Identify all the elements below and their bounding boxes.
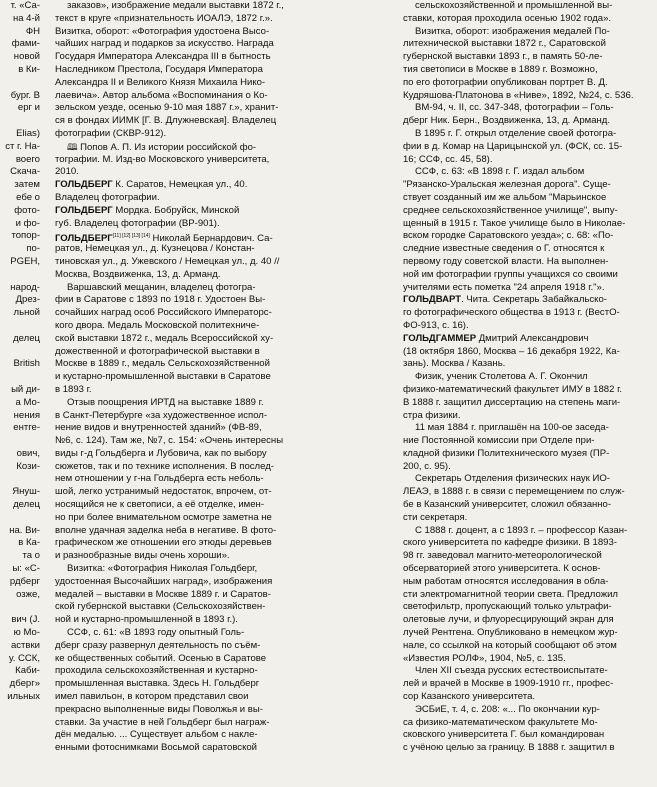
text-line: среднее сельскохозяйственное училище", выпу- bbox=[403, 204, 618, 216]
left-fragment-line: в Ки- bbox=[18, 63, 40, 75]
text-line: тиновская ул., д. Ужевского / Немецкая ул., д. 40 // bbox=[55, 255, 280, 267]
paragraph bbox=[403, 166, 652, 294]
text-line bbox=[55, 230, 308, 243]
text-line: текст в круге «признательность ИОАЛЭ, 1872 г.». bbox=[55, 12, 273, 24]
text-line: ным работам относятся исследования в обла- bbox=[403, 575, 609, 587]
text-line: ной им фотографии группы учащихся со своими bbox=[403, 268, 618, 280]
text-line: ратов, Немецкая ул., д. Кузнецова / Констан- bbox=[55, 243, 255, 255]
text-line: светофильтр, пропускающий только ультрафи- bbox=[403, 601, 612, 613]
text-line: с учёною целью за границу. В 1888 г. защитил в bbox=[403, 742, 615, 754]
left-fragment-line: ст г. На- bbox=[5, 140, 40, 152]
left-fragment-line: ы: «С- bbox=[12, 563, 40, 575]
text-line: 98 гг. заведовал магнито-метеорологической bbox=[403, 550, 602, 562]
entry-surname: ГОЛЬДБЕРГ bbox=[55, 179, 113, 191]
entry-text: Мордка. Бобруйск, Минской bbox=[112, 204, 240, 216]
left-fragment-line: рдберг bbox=[9, 575, 40, 587]
text-line: учителями есть пометка "24 апреля 1918 г."». bbox=[403, 281, 605, 293]
reference-text: Попов А. П. Из истории российской фо- bbox=[80, 141, 257, 153]
text-line: Физик, ученик Столетова А. Г. Окончил bbox=[415, 371, 588, 383]
text-line: проходила сельскохозяйственная и кустарно- bbox=[55, 665, 258, 677]
text-line: заказов», изображение медали выставки 1872 г., bbox=[67, 0, 284, 11]
text-line: вполне удачная заделка неба в негативе. В фото- bbox=[55, 524, 277, 536]
text-line: стра физики. bbox=[403, 409, 461, 421]
text-line: сельскохозяйственной и промышленной вы- bbox=[415, 0, 613, 11]
left-fragment-line: ебе о bbox=[16, 191, 40, 203]
left-fragment-line bbox=[0, 435, 40, 448]
text-line: по его фотографии опубликован портрет В. Д. bbox=[403, 76, 608, 88]
text-line: зельском уезде, осенью 9-10 мая 1887 г.», хранит- bbox=[55, 102, 279, 114]
paragraph bbox=[55, 397, 308, 563]
left-fragment-line: а Мо- bbox=[15, 396, 40, 408]
left-fragment-line: PGEH, bbox=[10, 255, 40, 267]
entry-text: К. Саратов, Немецкая ул., 40. bbox=[112, 179, 248, 191]
book-icon: 🕮 bbox=[67, 141, 81, 152]
paragraph bbox=[403, 665, 652, 703]
paragraph bbox=[403, 704, 652, 755]
paragraph bbox=[403, 128, 652, 166]
text-line: ной и кустарно-промышленной в 1893 г.). bbox=[55, 614, 238, 626]
left-fragment-line: делец bbox=[13, 332, 40, 344]
right-column bbox=[403, 0, 652, 755]
text-line: (18 октября 1860, Москва – 16 декабря 1922, Ка- bbox=[403, 345, 620, 357]
text-line: Москве в 1889 г., медаль Сельскохозяйственной bbox=[55, 358, 270, 370]
text-line: литехнической выставки 1872 г., Саратовской bbox=[403, 38, 606, 50]
left-column-fragments bbox=[0, 0, 40, 704]
text-line: олетовые лучи, и флуоресцирующий экран для bbox=[403, 614, 614, 626]
text-line: зань). Москва / Казань. bbox=[403, 358, 506, 370]
text-line: нале, со ссылкой на который сообщают об этом bbox=[403, 639, 617, 651]
text-line: ФО-913, с. 16). bbox=[403, 319, 469, 331]
text-line: Кудряшова-Платонова в «Ниве», 1892, №24, с. 536. bbox=[403, 89, 634, 101]
paragraph bbox=[403, 525, 652, 666]
left-fragment-line: British bbox=[13, 358, 40, 370]
left-fragment-line bbox=[0, 269, 40, 282]
paragraph bbox=[403, 371, 652, 422]
left-fragment-line bbox=[0, 473, 40, 486]
left-fragment-line: Дрез- bbox=[15, 294, 40, 306]
left-fragment-line bbox=[0, 115, 40, 128]
left-fragment-line: затем bbox=[14, 179, 40, 191]
paragraph bbox=[403, 473, 652, 524]
left-fragment-line: Каби- bbox=[15, 665, 40, 677]
left-fragment-line: та о bbox=[22, 550, 40, 562]
left-fragment-line: новой bbox=[13, 51, 40, 63]
text-line: Варшавский мещанин, владелец фотогра- bbox=[67, 281, 256, 293]
text-line: Отзыв поощрения ИРТД на выставке 1889 г. bbox=[67, 396, 264, 408]
text-line: Член XII съезда русских естествоиспытате- bbox=[415, 665, 608, 677]
left-fragment-line bbox=[0, 512, 40, 525]
text-line: виды г-д Гольдберга и Лубовича, как по выбору bbox=[55, 447, 267, 459]
entry-text: Дмитрий Александрович bbox=[476, 332, 589, 344]
text-line: дберг сразу развернул деятельность по съём- bbox=[55, 639, 261, 651]
text-line: ЭСБиЕ, т. 4, с. 208: «... По окончании кур- bbox=[415, 703, 600, 715]
text-line: и кустарно-промышленной выставки в Саратове bbox=[55, 371, 271, 383]
text-line: В 1888 г. защитил диссертацию на степень маги- bbox=[403, 396, 621, 408]
entry-text: Николай Бернардович. Са- bbox=[149, 233, 273, 244]
text-line: удостоенная Высочайших наград», изображения bbox=[55, 575, 273, 587]
left-fragment-line bbox=[0, 601, 40, 614]
left-fragment-line: Скача- bbox=[10, 166, 40, 178]
text-line: Государя Императора Александра III в бытность bbox=[55, 51, 271, 63]
entry-text: . Чита. Секретарь Забайкальско- bbox=[461, 294, 607, 306]
text-line: чайших наград и подарков за искусство. Награда bbox=[55, 38, 274, 50]
text-line: Александра II и Великого Князя Михаила Нико- bbox=[55, 76, 266, 88]
text-line: 16; ССФ, сс. 45, 58). bbox=[403, 153, 493, 165]
text-line: дберг Ник. Берн., Воздвиженка, 13, д. Арманд. bbox=[403, 115, 611, 127]
entry-block bbox=[55, 230, 308, 281]
left-fragment-line: народ- bbox=[10, 281, 40, 293]
text-line: сор Казанского университета. bbox=[403, 691, 536, 703]
text-line bbox=[403, 333, 652, 346]
left-fragment-line: ю Мо- bbox=[13, 627, 40, 639]
text-line: 2010. bbox=[55, 166, 79, 178]
paragraph bbox=[403, 422, 652, 473]
entry-surname: ГОЛЬДБЕРГ bbox=[55, 233, 113, 244]
left-fragment-line: на. Ви- bbox=[9, 524, 40, 536]
left-fragment-line: на 4-й bbox=[12, 12, 40, 24]
text-line: носящийся не к светописи, а её отделке, имен- bbox=[55, 499, 265, 511]
left-fragment-line: Кози- bbox=[16, 460, 40, 472]
text-line: тия светописи в Москве в 1889 г. Возможно, bbox=[403, 63, 598, 75]
entry-surname: ГОЛЬДБЕРГ bbox=[55, 204, 113, 216]
footnote-marks: [11] [12] [13] [14] bbox=[112, 233, 150, 240]
text-line: имел павильон, в котором представил свои bbox=[55, 691, 249, 703]
paragraph bbox=[55, 627, 308, 755]
text-line: ся в фондах ИИМК [Г. В. Длужневская]. Владелец bbox=[55, 115, 277, 127]
text-line: медалей – выставки в Москве 1889 г. и Саратов- bbox=[55, 588, 271, 600]
left-fragment-line: озже, bbox=[16, 588, 40, 600]
text-line: го фотографического общества в 1913 г. (ВестО- bbox=[403, 307, 620, 319]
paragraph bbox=[55, 563, 308, 627]
text-line: 11 мая 1884 г. приглашён на 100-ое заседа- bbox=[415, 422, 609, 434]
text-line: щенный в 1915 г. Такое училище было в Николае- bbox=[403, 217, 626, 229]
text-line: Наследником Престола, Государя Императора bbox=[55, 63, 263, 75]
text-line: Владелец фотографии. bbox=[55, 191, 160, 203]
text-line: ского университета по кафедре физики. В 1893- bbox=[403, 537, 617, 549]
text-line: лей и врачей в Москве в 1909-1910 гг., профес- bbox=[403, 678, 614, 690]
text-line: С 1888 г. доцент, а с 1893 г. – профессор Казан- bbox=[415, 524, 628, 536]
text-line: ЛЕАЭ, в 1888 г. в связи с перемещением по служ- bbox=[403, 486, 625, 498]
text-line: Секретарь Отделения физических наук ИО- bbox=[415, 473, 610, 485]
text-line: «Известия РОЛФ», 1904, №5, с. 135. bbox=[403, 652, 566, 664]
reference-block bbox=[55, 141, 308, 179]
entry-block bbox=[55, 205, 308, 231]
paragraph bbox=[55, 0, 308, 141]
text-line: первому году советской власти. На выполнен- bbox=[403, 255, 609, 267]
left-fragment-line: аствки bbox=[10, 639, 40, 651]
text-line: Москва, Воздвиженка, 13, д. Арманд. bbox=[55, 268, 221, 280]
left-fragment-line: льной bbox=[13, 307, 40, 319]
left-fragment-line: фами- bbox=[11, 38, 40, 50]
text-line: фии в Саратове с 1893 по 1918 г. Удостоен Вы- bbox=[55, 294, 266, 306]
text-line: бе в Казанский университет, сложил обязанно- bbox=[403, 499, 612, 511]
left-fragment-line: у. ССК, bbox=[8, 652, 40, 664]
text-line: №6, с. 124). Там же, №7, с. 154: «Очень интересны bbox=[55, 435, 284, 447]
text-line: графическом же отношении его этюды деревьев bbox=[55, 537, 272, 549]
left-fragment-line: воего bbox=[15, 153, 40, 165]
left-fragment-line: делец bbox=[13, 499, 40, 511]
text-line: губернской выставки 1893 г., в память 50-ле- bbox=[403, 51, 603, 63]
paragraph bbox=[55, 282, 308, 397]
entry-surname: ГОЛЬДГАММЕР bbox=[403, 332, 477, 344]
left-fragment-line: ФН bbox=[25, 25, 40, 37]
text-line: физико-математический факультет ИМУ в 1882 г. bbox=[403, 383, 623, 395]
text-line: са физико-математическом факультете Мо- bbox=[403, 716, 598, 728]
left-fragment-line: Януш- bbox=[12, 486, 40, 498]
text-line: "Рязанско-Уральская железная дорога". Суще- bbox=[403, 179, 611, 191]
text-line bbox=[55, 179, 308, 192]
text-line: сюжетов, так и по технике исполнения. В послед- bbox=[55, 460, 274, 472]
text-line: ставки, которая проходила осенью 1902 года». bbox=[403, 12, 612, 24]
text-line: ВМ-94, ч. II, сс. 347-348, фотографии – Голь- bbox=[415, 102, 614, 114]
text-line: губ. Владелец фотографии (ВР-901). bbox=[55, 217, 220, 229]
left-fragment-line: Elias) bbox=[16, 127, 40, 139]
left-fragment-line: в Ка- bbox=[18, 537, 40, 549]
left-fragment-line bbox=[0, 371, 40, 384]
entry-block bbox=[403, 294, 652, 332]
text-line: Визитка, оборот: изображения медалей По- bbox=[415, 25, 610, 37]
left-fragment-line bbox=[0, 320, 40, 333]
text-line bbox=[55, 141, 308, 154]
text-line: фии в д. Комар на Царицынской ул. (ФСК, сс. 15- bbox=[403, 140, 623, 152]
entry-block bbox=[55, 179, 308, 205]
text-line: в Санкт-Петербурге «за художественное испол- bbox=[55, 409, 268, 421]
text-line: обсерваторией этого университета. К основ- bbox=[403, 563, 601, 575]
text-line: ССФ, с. 63: «В 1898 г. Г. издал альбом bbox=[415, 166, 585, 178]
text-line: кого двора. Медаль Московской политехниче- bbox=[55, 319, 260, 331]
text-line bbox=[403, 294, 652, 307]
left-fragment-line bbox=[0, 346, 40, 359]
left-fragment-line: ильных bbox=[7, 691, 40, 703]
text-line: сти электромагнитной теории света. Предложил bbox=[403, 588, 618, 600]
left-fragment-line: по- bbox=[26, 243, 40, 255]
middle-column bbox=[55, 0, 308, 755]
text-line: ние Постоянной комиссии при Отделе при- bbox=[403, 435, 595, 447]
left-fragment-line: ерг и bbox=[17, 102, 40, 114]
text-line: промышленная выставка. Здесь Н. Гольдберг bbox=[55, 678, 260, 690]
text-line: ССФ, с. 61: «В 1893 году опытный Голь- bbox=[67, 627, 245, 639]
text-line: Визитка, оборот: «Фотография удостоена Высо- bbox=[55, 25, 270, 37]
text-line: сковского университета Г. был командирован bbox=[403, 729, 605, 741]
left-fragment-line bbox=[0, 77, 40, 90]
text-line: вском городке Саратовского уезда»; с. 68: «По- bbox=[403, 230, 614, 242]
text-line: ской выставки 1872 г., медаль Всероссийской ху- bbox=[55, 332, 274, 344]
text-line: шой, легко устранимый недостаток, впрочем, от- bbox=[55, 486, 272, 498]
left-fragment-line: вич (J. bbox=[11, 614, 40, 626]
text-line: тографии. М. Изд-во Московского университета, bbox=[55, 153, 270, 165]
left-fragment-line: фото- bbox=[14, 204, 40, 216]
left-fragment-line: бург. В bbox=[10, 89, 40, 101]
text-line: сочайших наград особ Российского Императорс- bbox=[55, 307, 272, 319]
text-line: ке общественных событий. Осенью в Саратове bbox=[55, 652, 267, 664]
text-line: но при более внимательном осмотре заметна не bbox=[55, 511, 272, 523]
left-fragment-line: нения bbox=[13, 409, 40, 421]
text-line: прекрасно выполненные виды Поволжья и вы- bbox=[55, 703, 263, 715]
text-line: в 1893 г. bbox=[55, 383, 92, 395]
text-line: сти секретаря. bbox=[403, 511, 468, 523]
text-line: лаевича». Автор альбома «Воспоминания о Ко- bbox=[55, 89, 268, 101]
left-fragment-line: ович, bbox=[16, 447, 40, 459]
left-fragment-line: дберг» bbox=[9, 678, 40, 690]
text-line: В 1895 г. Г. открыл отделение своей фотогра- bbox=[415, 127, 617, 139]
paragraph bbox=[403, 26, 652, 103]
text-line: дожественной и фотографической выставки в bbox=[55, 345, 260, 357]
text-line: следние известные сведения о Г. относятся к bbox=[403, 243, 605, 255]
text-line: кладной физики Политехнического музея (ПР- bbox=[403, 447, 610, 459]
left-fragment-line: топор- bbox=[11, 230, 40, 242]
text-line: ской губернской выставки (Сельскохозяйствен- bbox=[55, 601, 266, 613]
entry-block bbox=[403, 333, 652, 371]
entry-surname: ГОЛЬДВАРТ bbox=[403, 294, 462, 306]
text-line: 200, с. 95). bbox=[403, 460, 451, 472]
left-fragment-line: ый ди- bbox=[11, 383, 40, 395]
text-line: нем отношении у г-на Гольдберга есть неболь- bbox=[55, 473, 264, 485]
paragraph bbox=[403, 102, 652, 128]
text-line: нение видов и внутренностей зданий» (ФВ-89, bbox=[55, 422, 262, 434]
text-line: лучей Рентгена. Опубликовано в немецком жур- bbox=[403, 627, 618, 639]
left-fragment-line: и фо- bbox=[15, 217, 40, 229]
paragraph bbox=[403, 0, 652, 26]
left-fragment-line: т. «Са- bbox=[10, 0, 40, 11]
text-line: ствует созданный им же альбом "Марьинское bbox=[403, 191, 607, 203]
left-fragment-line: ентге- bbox=[13, 422, 40, 434]
text-line: енными фотоснимками Восьмой саратовской bbox=[55, 742, 257, 754]
text-line: ставки. За участие в ней Гольдберг был награж- bbox=[55, 716, 270, 728]
text-line: фотографии (СКВР-912). bbox=[55, 127, 167, 139]
text-line: дён медалью. ... Существует альбом с накле- bbox=[55, 729, 258, 741]
text-line: и разнообразные виды очень хороши». bbox=[55, 550, 230, 562]
text-line: Визитка: «Фотография Николая Гольдберг, bbox=[67, 563, 258, 575]
text-line bbox=[55, 205, 308, 218]
